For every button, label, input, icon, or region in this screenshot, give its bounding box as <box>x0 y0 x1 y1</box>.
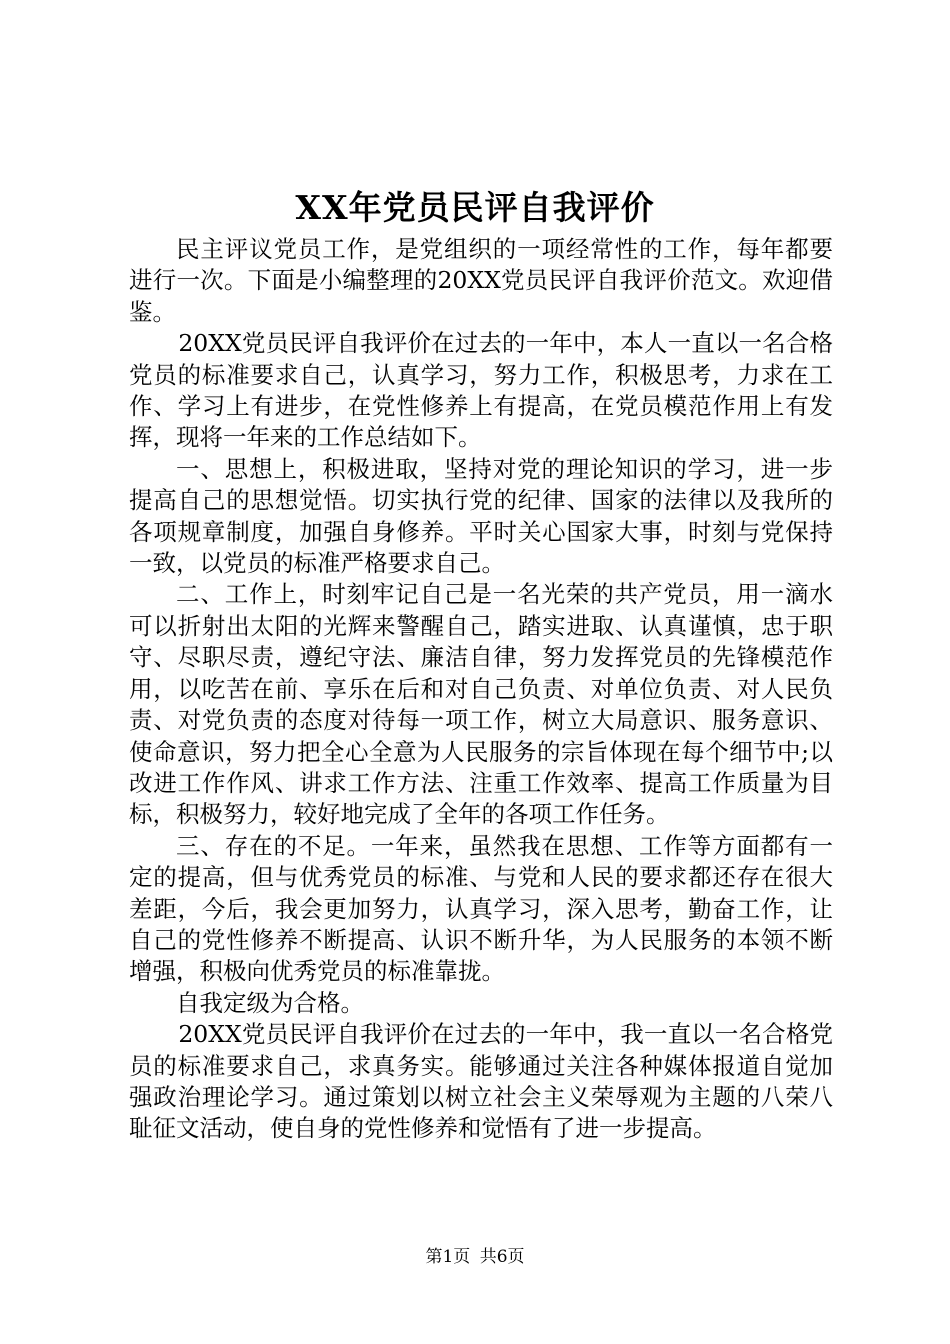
paragraph-shortcomings: 三、存在的不足。一年来，虽然我在思想、工作等方面都有一定的提高，但与优秀党员的标准、与党和人民的要求都还存在很大差距，今后，我会更加努力，认真学习，深入思考，勤奋工作，让自己的党性修养不断提高、认识不断升华，为人民服务的本领不断增强，积极向优秀党员的标准靠拢。 <box>129 831 833 986</box>
paragraph-self-rating: 自我定级为合格。 <box>176 988 364 1017</box>
paragraph-work: 二、工作上，时刻牢记自己是一名光荣的共产党员，用一滴水可以折射出太阳的光辉来警醒自己，踏实进取、认真谨慎，忠于职守、尽职尽责，遵纪守法、廉洁自律，努力发挥党员的先锋模范作用，以吃苦在前、享乐在后和对自己负责、对单位负责、对人民负责、对党负责的态度对待每一项工作，树立大局意识、服务意识、使命意识，努力把全心全意为人民服务的宗旨体现在每个细节中;以改进工作作风、讲求工作方法、注重工作效率、提高工作质量为目标，积极努力，较好地完成了全年的各项工作任务。 <box>129 580 833 829</box>
paragraph-thinking: 一、思想上，积极进取，坚持对党的理论知识的学习，进一步提高自己的思想觉悟。切实执行党的纪律、国家的法律以及我所的各项规章制度，加强自身修养。平时关心国家大事，时刻与党保持一致，以党员的标准严格要求自己。 <box>129 454 833 578</box>
page-number: 第1页 共6页 <box>425 1247 525 1267</box>
paragraph-intro: 民主评议党员工作，是党组织的一项经常性的工作，每年都要进行一次。下面是小编整理的20XX党员民评自我评价范文。欢迎借鉴。 <box>129 235 833 326</box>
paragraph-summary-2: 20XX党员民评自我评价在过去的一年中，我一直以一名合格党员的标准要求自己，求真务实。能够通过关注各种媒体报道自觉加强政治理论学习。通过策划以树立社会主义荣辱观为主题的八荣八耻征文活动，使自身的党性修养和觉悟有了进一步提高。 <box>129 1020 833 1143</box>
document-body <box>129 234 833 1145</box>
paragraph-summary-1: 20XX党员民评自我评价在过去的一年中，本人一直以一名合格党员的标准要求自己，认真学习，努力工作，积极思考，力求在工作、学习上有进步，在党性修养上有提高，在党员模范作用上有发挥，现将一年来的工作总结如下。 <box>129 329 833 452</box>
document-title: XX年党员民评自我评价 <box>295 188 655 227</box>
